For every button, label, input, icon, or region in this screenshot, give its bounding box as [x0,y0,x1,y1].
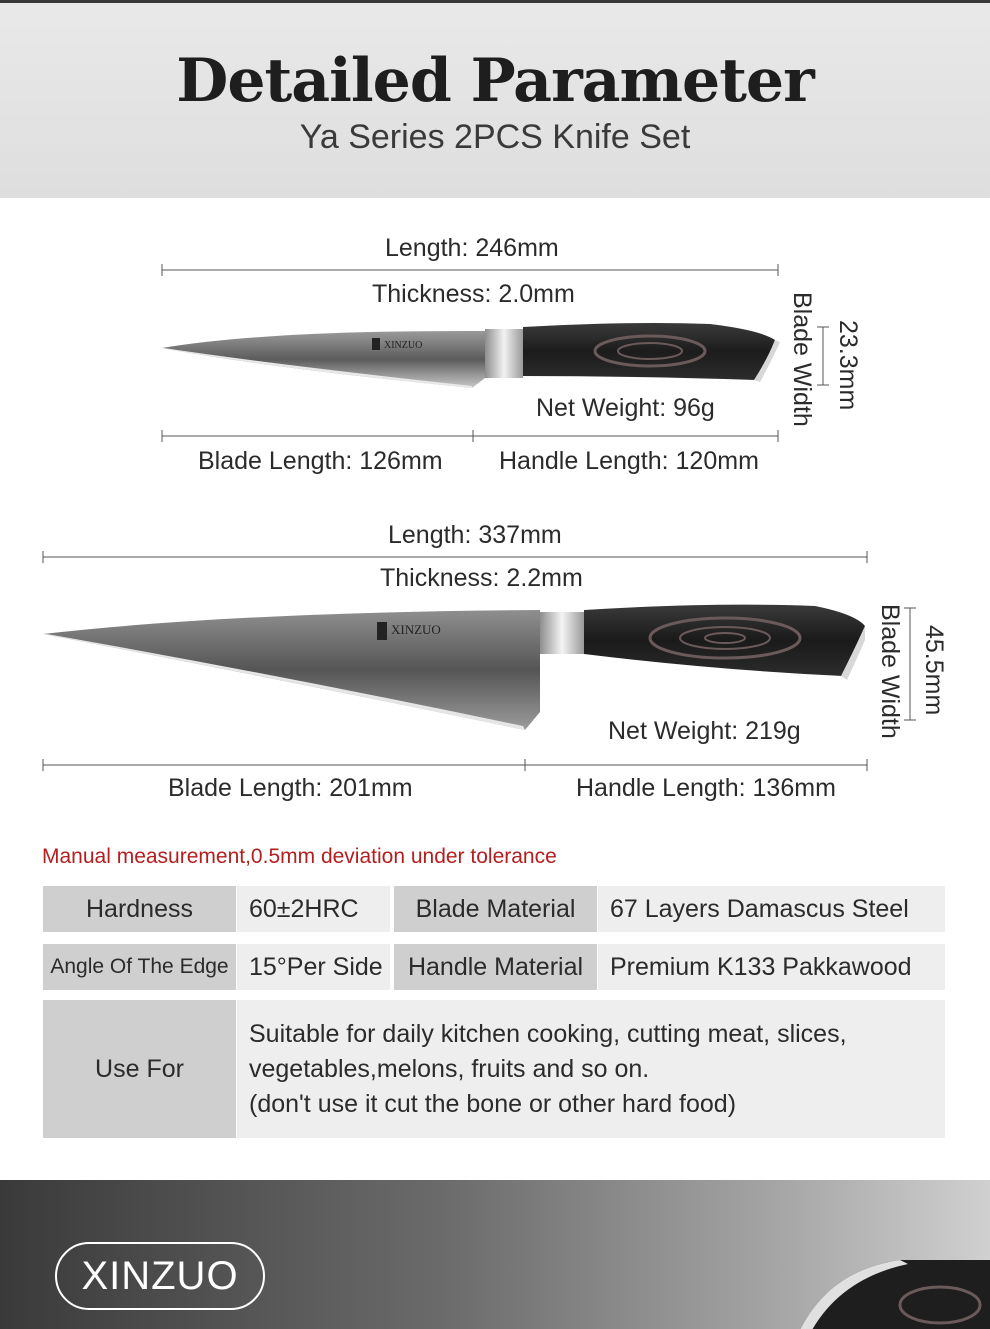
use-for-line: vegetables,melons, fruits and so on. [249,1054,650,1083]
tolerance-note: Manual measurement,0.5mm deviation under tolerance [42,845,557,868]
hardness-value: 60±2HRC [237,886,390,932]
use-for-line: Suitable for daily kitchen cooking, cutting meat, slices, [249,1019,847,1048]
paring-knife-image [150,318,790,388]
knife1-logo: XINZUO [384,340,423,351]
blade-material-value: 67 Layers Damascus Steel [598,886,945,932]
edge-angle-value: 15°Per Side [237,944,390,990]
use-for-line: (don't use it cut the bone or other hard food) [249,1089,737,1118]
knife-handle-decoration [790,1250,990,1329]
page-subtitle: Ya Series 2PCS Knife Set [299,118,691,156]
knife2-net-weight: Net Weight: 219g [608,717,801,745]
handle-material-label: Handle Material [394,944,597,990]
knife2-logo: XINZUO [391,622,441,637]
knife1-handle-length: Handle Length: 120mm [499,447,759,475]
knife2-thickness: Thickness: 2.2mm [380,564,583,592]
chef-knife-image [35,600,865,735]
knife1-thickness: Thickness: 2.0mm [372,280,575,308]
knife1-length: Length: 246mm [385,234,559,262]
page-title: Detailed Parameter [176,46,814,116]
footer-banner [0,1180,990,1329]
knife2-blade-length: Blade Length: 201mm [168,774,413,802]
brand-logo: XINZUO [55,1242,265,1310]
edge-angle-label: Angle Of The Edge [43,944,236,990]
knife1-net-weight: Net Weight: 96g [536,394,715,422]
hardness-label: Hardness [43,886,236,932]
blade-material-label: Blade Material [394,886,597,932]
knife1-blade-width-value: 23.3mm [834,320,862,411]
knife2-handle-length: Handle Length: 136mm [576,774,836,802]
use-for-value [237,1000,945,1138]
knife2-length: Length: 337mm [388,521,562,549]
knife1-blade-length: Blade Length: 126mm [198,447,443,475]
knife2-blade-width-value: 45.5mm [920,625,948,716]
handle-material-value: Premium K133 Pakkawood [598,944,945,990]
use-for-label: Use For [43,1000,236,1138]
knife2-blade-width-label: Blade Width [876,604,904,739]
knife1-blade-width-label: Blade Width [788,292,816,427]
